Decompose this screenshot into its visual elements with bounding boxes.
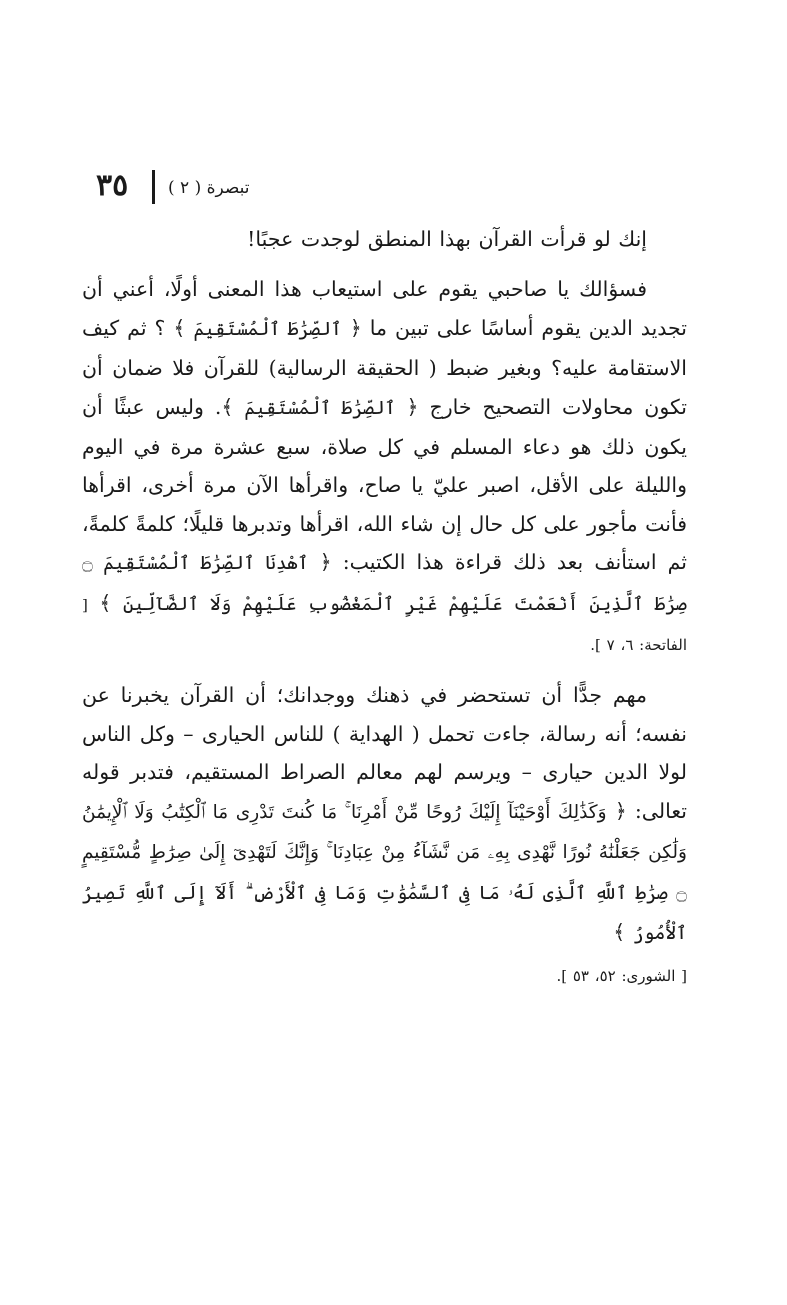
header-divider [152, 170, 155, 204]
paragraph-main-text-4: ﴾ [87, 590, 123, 615]
quran-verse-1: ٱلصِّرَٰطَ ٱلْمُسْتَقِيمَ [193, 318, 342, 340]
quran-verse-fatiha: ٱهْدِنَا ٱلصِّرَٰطَ ٱلْمُسْتَقِيمَ ۝ صِرَٰطَ ٱلَّذِينَ أَنْعَمْتَ عَلَيْهِمْ غَيْرِ ٱلْمَغْضُوبِ عَلَيْهِمْ وَلَا ٱلضَّآلِّينَ [82, 553, 688, 615]
page-number: ٣٥ [96, 168, 129, 203]
paragraph-main-text-2: ﴾ ؟ ثم كيف الاستقامة عليه؟ وبغير ضبط ( الحقيقة الرسالية) للقرآن فلا ضمان أن تكون محاولات التصحيح خارج ﴿ [82, 315, 687, 419]
quran-verse-shura: وَكَذَٰلِكَ أَوْحَيْنَآ إِلَيْكَ رُوحًا مِّنْ أَمْرِنَا ۚ مَا كُنتَ تَدْرِى مَا ٱلْكِتَٰبُ وَلَا ٱلْإِيمَٰنُ وَلَٰكِن جَعَلْنَٰهُ نُورًا نَّهْدِى بِهِۦ مَن نَّشَآءُ مِنْ عِبَادِنَا ۚ وَإِنَّكَ لَتَهْدِىٓ إِلَىٰ صِرَٰطٍ مُّسْتَقِيمٍ ۝ صِرَٰطِ ٱللَّهِ ٱلَّذِى لَهُۥ مَا فِى ٱلسَّمَٰوَٰتِ وَمَا فِى ٱلْأَرْضِ ۗ أَلَآ إِلَى ٱللَّهِ تَصِيرُ ٱلْأُمُورُ [82, 801, 687, 944]
page-header [0, 168, 787, 208]
paragraph-shura-closing: ﴾ [613, 919, 633, 944]
running-title: تبصرة ( ٢ ) [168, 178, 250, 198]
paragraph-shura-text: مهم جدًّا أن تستحضر في ذهنك ووجدانك؛ أن القرآن يخبرنا عن نفسه؛ أنه رسالة، جاءت تحمل ( الهداية ) للناس الحيارى – وكل الناس لولا الدين حيارى – ويرسم لهم معالم الصراط المستقيم، فتدبر قوله تعالى: ﴿ [82, 683, 687, 823]
quran-verse-2: ٱلصِّرَٰطَ ٱلْمُسْتَقِيمَ [244, 397, 396, 419]
paragraph-shura [82, 676, 687, 953]
paragraph-shura-reference [82, 955, 687, 995]
paragraph-intro-text: إنك لو قرأت القرآن بهذا المنطق لوجدت عجبًا! [247, 227, 647, 251]
paragraph-intro [82, 220, 687, 258]
verse-reference-shura: [ الشورى: ٥٢، ٥٣ ]. [556, 967, 687, 986]
paragraph-main [82, 270, 687, 664]
page-body [82, 220, 687, 996]
paragraph-main-text-3: ﴾. وليس عبثًا أن يكون ذلك هو دعاء المسلم في كل صلاة، سبع عشرة مرة في اليوم والليلة على الأقل، اصبر عليّ يا صاح، واقرأها الآن مرة أخرى، اقرأها فأنت مأجور على كل حال إن شاء الله، اقرأها وتدبرها قليلًا؛ كلمةً كلمةً، ثم استأنف بعد ذلك قراءة هذا الكتيب: ﴿ [82, 394, 688, 575]
paragraph-main-text-1: فسؤالك يا صاحبي يقوم على استيعاب هذا المعنى أولًا، أعني أن تجديد الدين يقوم أساسًا على تبين ما ﴿ [82, 277, 687, 340]
verse-reference-fatiha: [ الفاتحة: ٦، ٧ ]. [82, 595, 687, 655]
